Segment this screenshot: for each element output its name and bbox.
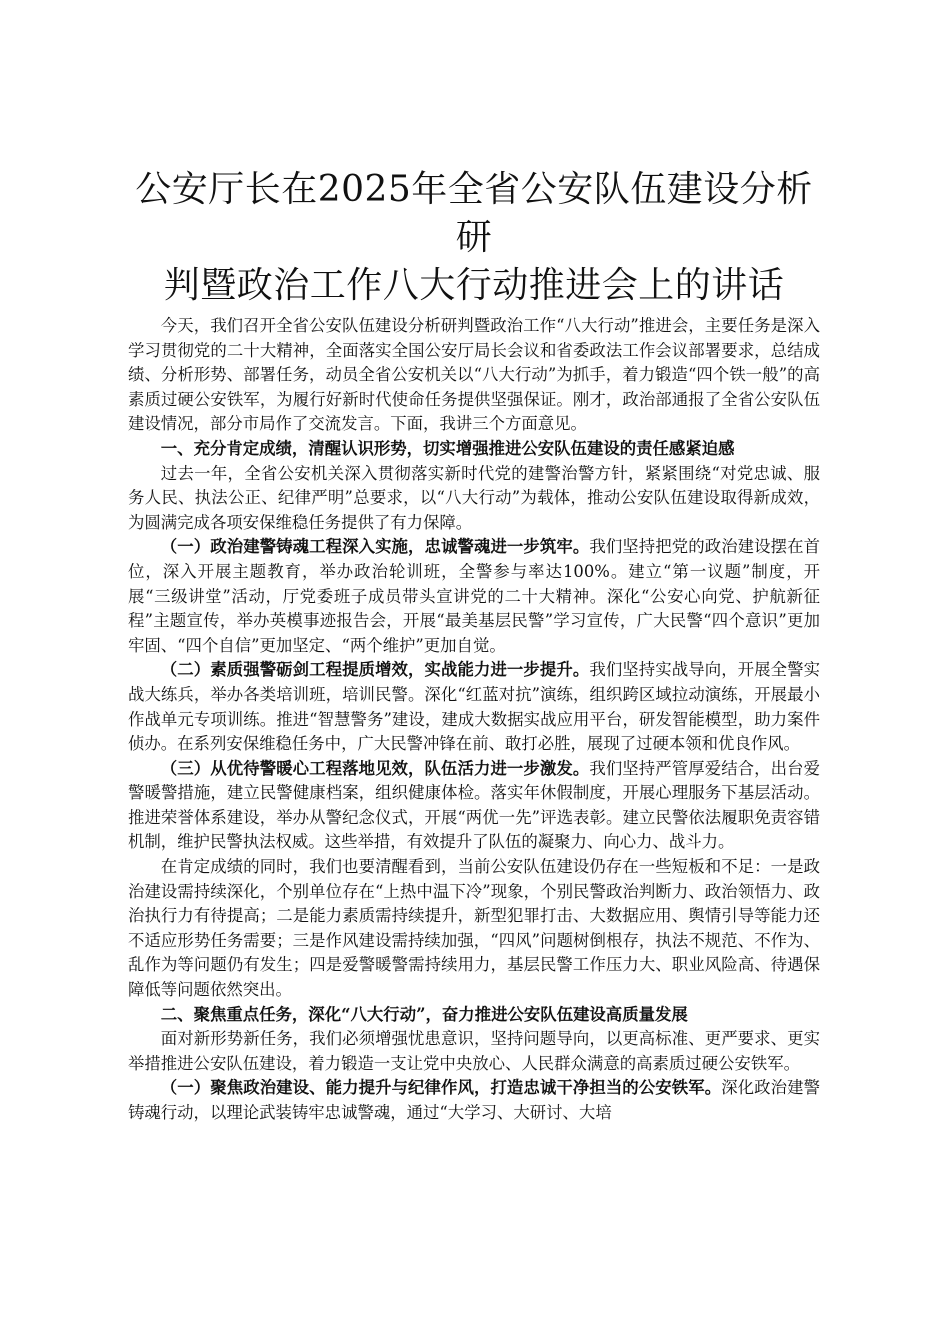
title-line-1: 公安厅长在2025年全省公安队伍建设分析研 (135, 169, 813, 258)
section-heading-1: 一、充分肯定成绩，清醒认识形势，切实增强推进公安队伍建设的责任感紧迫感 (160, 438, 735, 458)
section-heading-2: 二、聚焦重点任务，深化“八大行动”，奋力推进公安队伍建设高质量发展 (160, 1004, 688, 1024)
document-title (128, 166, 820, 310)
document-page (128, 166, 820, 1126)
title-line-2: 判暨政治工作八大行动推进会上的讲话 (163, 265, 785, 306)
subsection-paragraph (128, 1076, 820, 1125)
subsection-paragraph (128, 535, 820, 658)
subsection-paragraph (128, 658, 820, 756)
subsection-body: 我们坚持实战导向，开展全警实战大练兵，举办各类培训班，培训民警。深化“红蓝对抗”演练，组织跨区域拉动演练，开展最小作战单元专项训练。推进“智慧警务”建设，建成大数据实战应用平台，研发智能模型，助力案件侦办。在系列安保维稳任务中，广大民警冲锋在前、敢打必胜，展现了过硬本领和优良作风。 (128, 660, 821, 754)
subsection-body: 我们坚持严管厚爱结合，出台爱警暖警措施，建立民警健康档案，组织健康体检。落实年休假制度，开展心理服务下基层活动。推进荣誉体系建设，举办从警纪念仪式，开展“两优一先”评选表彰。建立民警依法履职免责容错机制，维护民警执法权威。这些举措，有效提升了队伍的凝聚力、向心力、战斗力。 (128, 758, 821, 852)
subsection-heading: （三）从优待警暖心工程落地见效，队伍活力进一步激发。 (160, 758, 590, 778)
subsection-body: 我们坚持把党的政治建设摆在首位，深入开展主题教育，举办政治轮训班，全警参与率达100%。建立“第一议题”制度，开展“三级讲堂”活动，厅党委班子成员带头宣讲党的二十大精神。深化“公安心向党、护航新征程”主题宣传，举办英模事迹报告会，开展“最美基层民警”学习宣传，广大民警“四个意识”更加牢固、“四个自信”更加坚定、“两个维护”更加自觉。 (128, 537, 821, 655)
body-paragraph: 过去一年，全省公安机关深入贯彻落实新时代党的建警治警方针，紧紧围绕“对党忠诚、服务人民、执法公正、纪律严明”总要求，以“八大行动”为载体，推动公安队伍建设取得新成效，为圆满完成各项安保维稳任务提供了有力保障。 (128, 463, 820, 532)
subsection-paragraph (128, 757, 820, 855)
body-paragraph: 面对新形势新任务，我们必须增强忧患意识，坚持问题导向，以更高标准、更严要求、更实举措推进公安队伍建设，着力锻造一支让党中央放心、人民群众满意的高素质过硬公安铁军。 (128, 1029, 820, 1073)
subsection-body: 深化政治建警铸魂行动，以理论武装铸牢忠诚警魂，通过“大学习、大研讨、大培 (128, 1078, 821, 1122)
subsection-heading: （一）政治建警铸魂工程深入实施，忠诚警魂进一步筑牢。 (160, 537, 590, 557)
subsection-heading: （一）聚焦政治建设、能力提升与纪律作风，打造忠诚干净担当的公安铁军。 (160, 1078, 722, 1098)
intro-paragraph: 今天，我们召开全省公安队伍建设分析研判暨政治工作“八大行动”推进会，主要任务是深入学习贯彻党的二十大精神，全面落实全国公安厅局长会议和省委政法工作会议部署要求，总结成绩、分析形势、部署任务，动员全省公安机关以“八大行动”为抓手，着力锻造“四个铁一般”的高素质过硬公安铁军，为履行好新时代使命任务提供坚强保证。刚才，政治部通报了全省公安队伍建设情况，部分市局作了交流发言。下面，我讲三个方面意见。 (128, 316, 820, 434)
subsection-heading: （二）素质强警砺剑工程提质增效，实战能力进一步提升。 (160, 660, 590, 680)
body-paragraph: 在肯定成绩的同时，我们也要清醒看到，当前公安队伍建设仍存在一些短板和不足：一是政治建设需持续深化，个别单位存在“上热中温下冷”现象，个别民警政治判断力、政治领悟力、政治执行力有待提高；二是能力素质需持续提升，新型犯罪打击、大数据应用、舆情引导等能力还不适应形势任务需要；三是作风建设需持续加强，“四风”问题树倒根存，执法不规范、不作为、乱作为等问题仍有发生；四是爱警暖警需持续用力，基层民警工作压力大、职业风险高、待遇保障低等问题依然突出。 (128, 857, 820, 1000)
